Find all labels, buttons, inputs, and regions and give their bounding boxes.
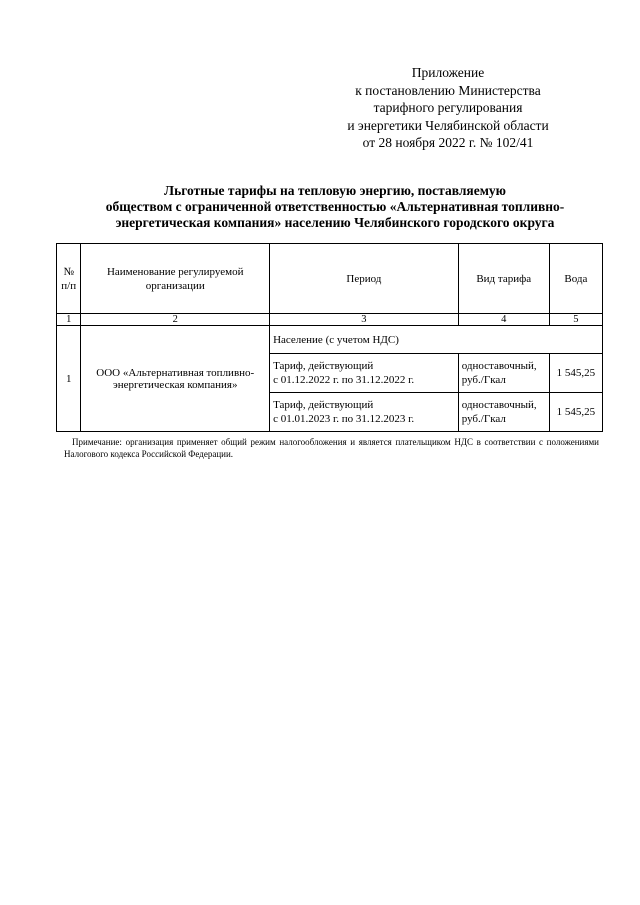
title-line-3: энергетическая компания» населению Челябинского городского округа (115, 215, 555, 230)
tariff-value: 1 545,25 (549, 354, 602, 393)
document-title (40, 183, 630, 231)
row-org-name: ООО «Альтернативная топливно-энергетическая компания» (81, 326, 270, 432)
index-cell: 1 (57, 314, 81, 326)
index-cell: 3 (270, 314, 459, 326)
table-header-row (57, 244, 603, 314)
appendix-block (318, 64, 578, 152)
index-cell: 4 (458, 314, 549, 326)
period-dates: с 01.12.2022 г. по 31.12.2022 г. (273, 374, 415, 386)
table-index-row (57, 314, 603, 326)
title-line-2: обществом с ограниченной ответственностью «Альтернативная топливно- (105, 199, 565, 214)
tariff-type (458, 393, 549, 432)
header-num: № п/п (57, 244, 81, 314)
row-num: 1 (57, 326, 81, 432)
tariff-period (270, 354, 459, 393)
period-label: Тариф, действующий (273, 360, 374, 372)
header-water: Вода (549, 244, 602, 314)
footnote (64, 436, 599, 460)
type-line-1: одноставочный, (461, 399, 537, 411)
appendix-line-5: от 28 ноября 2022 г. № 102/41 (362, 135, 534, 150)
index-cell: 2 (81, 314, 270, 326)
header-org: Наименование регулируемой организации (81, 244, 270, 314)
table-row-group (57, 326, 603, 354)
type-line-2: руб./Гкал (461, 413, 506, 425)
appendix-line-2: к постановлению Министерства (355, 82, 541, 98)
appendix-line-1: Приложение (411, 65, 485, 80)
tariff-table (56, 243, 603, 432)
population-group-label: Население (с учетом НДС) (270, 326, 603, 354)
period-label: Тариф, действующий (273, 399, 374, 411)
index-cell: 5 (549, 314, 602, 326)
appendix-line-3: тарифного регулирования (373, 100, 523, 115)
type-line-1: одноставочный, (461, 360, 537, 372)
appendix-line-4: и энергетики Челябинской области (347, 117, 549, 133)
tariff-type (458, 354, 549, 393)
tariff-value: 1 545,25 (549, 393, 602, 432)
header-type: Вид тарифа (458, 244, 549, 314)
tariff-period (270, 393, 459, 432)
footnote-text: Примечание: организация применяет общий режим налогообложения и является плательщиком НДС в соответствии с положениями Налогового кодекса Российской Федерации. (64, 437, 599, 459)
type-line-2: руб./Гкал (461, 374, 506, 386)
period-dates: с 01.01.2023 г. по 31.12.2023 г. (273, 413, 415, 425)
header-period: Период (270, 244, 459, 314)
title-line-1: Льготные тарифы на тепловую энергию, поставляемую (164, 183, 506, 198)
